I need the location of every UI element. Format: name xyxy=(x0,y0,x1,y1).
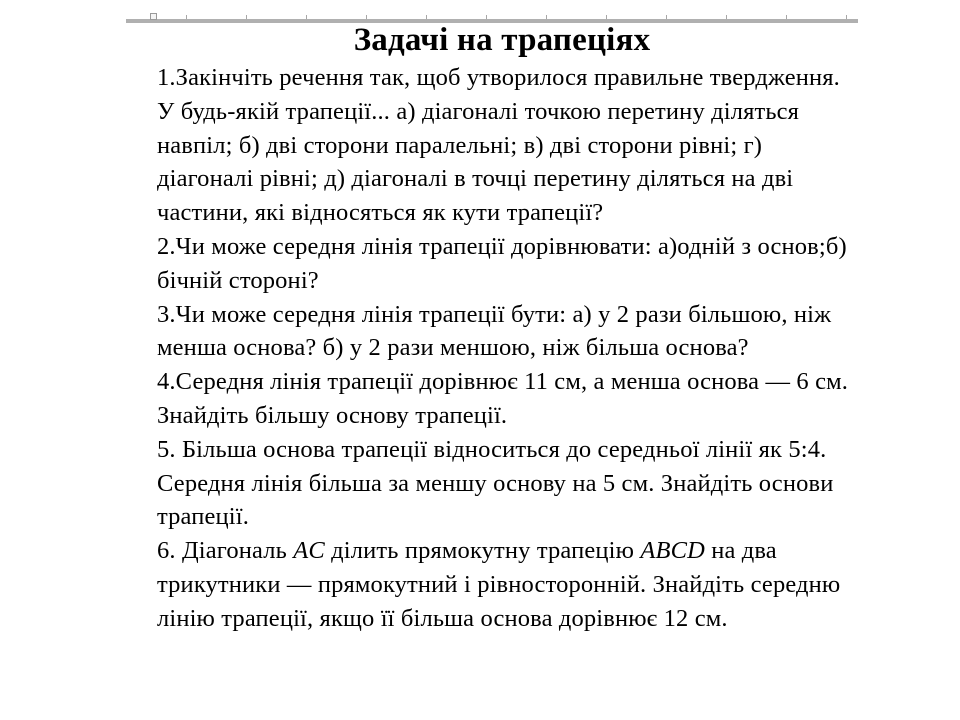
ruler-tick xyxy=(366,15,367,19)
ruler-tick xyxy=(666,15,667,19)
ruler-tick xyxy=(786,15,787,19)
ruler-tick xyxy=(306,15,307,19)
task-2: 2.Чи може середня лінія трапеції дорівнювати: а)одній з основ;б) бічній стороні? xyxy=(157,232,847,294)
ruler-tick xyxy=(546,15,547,19)
ruler-tick xyxy=(606,15,607,19)
task-6-variable-abcd: ABCD xyxy=(640,537,705,565)
ruler-tick xyxy=(726,15,727,19)
task-6-text-start: 6. Діагональ xyxy=(157,537,294,565)
task-3: 3.Чи може середня лінія трапеції бути: а) у 2 рази більшою, ніж менша основа? б) у 2 рази меншою, ніж більша основа? xyxy=(157,300,832,362)
ruler-tick xyxy=(486,15,487,19)
task-1: 1.Закінчіть речення так, щоб утворилося правильне твердження. У будь-якій трапеції... а) діагоналі точкою перетину діляться навпіл; б) дві сторони паралельні; в) дві сторони рівні; г) діагоналі рівні; д) діагоналі в точці перетину діляться на дві частини, які відносяться як кути трапеції? xyxy=(157,64,840,227)
task-4: 4.Середня лінія трапеції дорівнює 11 см, а менша основа — 6 см. Знайдіть більшу основу трапеції. xyxy=(157,368,849,429)
ruler-tick xyxy=(846,15,847,19)
task-6-text-end: на два трикутники — прямокутний і рівносторонній. Знайдіть середню лінію трапеції, якщо її більша основа дорівнює 12 см. xyxy=(157,537,841,632)
task-list xyxy=(157,61,857,636)
document-title: Задачі на трапеціях xyxy=(353,22,651,58)
indent-marker-icon xyxy=(150,13,157,20)
ruler-tick xyxy=(246,15,247,19)
ruler-tick xyxy=(186,15,187,19)
task-6-variable-ac: AC xyxy=(293,537,325,565)
ruler-tick xyxy=(426,15,427,19)
task-6-text-middle: ділить прямокутну трапецію xyxy=(324,537,641,565)
task-5: 5. Більша основа трапеції відноситься до середньої лінії як 5:4. Середня лінія більша за меншу основу на 5 см. Знайдіть основи трапеції. xyxy=(157,435,834,531)
task-6 xyxy=(157,534,857,635)
